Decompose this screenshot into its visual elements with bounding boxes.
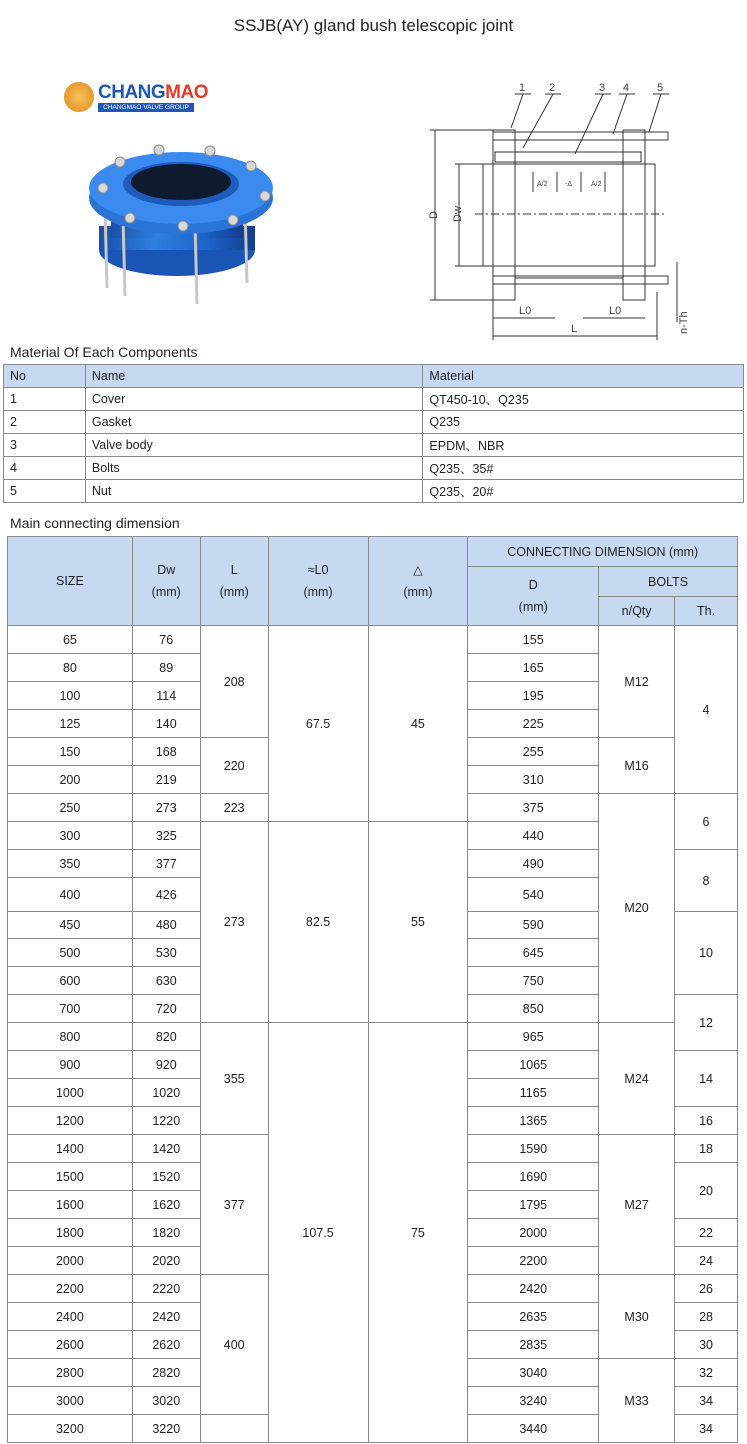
cell-size: 2200 [8,1275,133,1303]
cell-d: 3040 [468,1359,599,1387]
cell-size: 3200 [8,1415,133,1443]
cell-d: 850 [468,995,599,1023]
col-header-name: Name [85,365,423,388]
logo-subtitle: CHANGMAO VALVE GROUP [98,103,194,112]
cell-d: 3240 [468,1387,599,1415]
product-photo [75,138,300,308]
cell-no: 4 [4,457,86,480]
cell-size: 1600 [8,1191,133,1219]
cell-dw: 1220 [132,1107,200,1135]
cell-dw: 3220 [132,1415,200,1443]
cell-th: 26 [675,1275,738,1303]
cell-l0: 107.5 [268,1023,368,1443]
cell-size: 500 [8,939,133,967]
cell-bolt: M20 [599,794,675,1023]
cell-bolt: M24 [599,1023,675,1135]
cell-no: 2 [4,411,86,434]
cell-dw: 1820 [132,1219,200,1247]
cell-th: 34 [675,1415,738,1443]
cell-d: 645 [468,939,599,967]
cell-dw: 3020 [132,1387,200,1415]
cell-size: 2800 [8,1359,133,1387]
cell-name: Nut [85,480,423,503]
cell-bolt: M12 [599,626,675,738]
cell-size: 450 [8,912,133,939]
svg-text:Dw: Dw [452,206,464,222]
cell-th: 34 [675,1387,738,1415]
cell-no: 1 [4,388,86,411]
cell-th: 14 [675,1051,738,1107]
dimension-row [8,1023,738,1051]
cell-bolt: M30 [599,1275,675,1359]
cell-dw: 377 [132,850,200,878]
cell-th: 22 [675,1219,738,1247]
cell-d: 2635 [468,1303,599,1331]
svg-text:5: 5 [657,82,664,94]
cell-th: 8 [675,850,738,912]
material-header-row [4,365,744,388]
svg-text:2: 2 [549,82,556,94]
cell-l: 355 [200,1023,268,1135]
cell-th: 32 [675,1359,738,1387]
company-logo [64,82,208,116]
cell-no: 5 [4,480,86,503]
cell-d: 2420 [468,1275,599,1303]
col-header-no: No [4,365,86,388]
cell-material: EPDM、NBR [423,434,744,457]
cell-size: 125 [8,710,133,738]
col-header-dw: Dw (mm) [132,537,200,626]
cell-l: 220 [200,738,268,794]
cell-d: 375 [468,794,599,822]
cell-th: 18 [675,1135,738,1163]
cell-l: 208 [200,626,268,738]
cell-d: 1065 [468,1051,599,1079]
cell-dw: 2820 [132,1359,200,1387]
material-row [4,457,744,480]
cell-dw: 1020 [132,1079,200,1107]
cell-l: 223 [200,794,268,822]
cell-material: Q235、20# [423,480,744,503]
cell-d: 1165 [468,1079,599,1107]
cell-d: 155 [468,626,599,654]
col-header-th: Th. [675,597,738,626]
cell-delta: 75 [368,1023,468,1443]
svg-text:4: 4 [623,82,630,94]
cell-dw: 720 [132,995,200,1023]
cell-d: 490 [468,850,599,878]
cell-d: 1690 [468,1163,599,1191]
cell-d: 165 [468,654,599,682]
cell-th: 30 [675,1331,738,1359]
cell-d: 590 [468,912,599,939]
cell-dw: 1620 [132,1191,200,1219]
svg-text:L0: L0 [609,305,622,317]
cell-material: QT450-10、Q235 [423,388,744,411]
cell-dw: 273 [132,794,200,822]
cell-size: 200 [8,766,133,794]
cell-size: 1400 [8,1135,133,1163]
logo-wordmark: CHANGMAO [98,82,208,103]
material-row [4,388,744,411]
svg-text:1: 1 [519,82,526,94]
cell-name: Valve body [85,434,423,457]
material-row [4,434,744,457]
cell-name: Cover [85,388,423,411]
col-header-delta: △ (mm) [368,537,468,626]
cell-l: 400 [200,1275,268,1415]
svg-text:3: 3 [599,82,606,94]
col-header-d: D (mm) [468,567,599,626]
svg-text:A/2: A/2 [591,181,602,188]
cell-th: 24 [675,1247,738,1275]
col-header-connecting: CONNECTING DIMENSION (mm) [468,537,738,567]
svg-text:L0: L0 [519,305,532,317]
cell-dw: 820 [132,1023,200,1051]
cell-d: 3440 [468,1415,599,1443]
cell-size: 100 [8,682,133,710]
dimension-table [7,536,738,1443]
cell-l: 273 [200,822,268,1023]
cell-bolt: M27 [599,1135,675,1275]
cell-material: Q235、35# [423,457,744,480]
cell-size: 3000 [8,1387,133,1415]
cell-d: 750 [468,967,599,995]
cell-no: 3 [4,434,86,457]
dimension-row [8,626,738,654]
cell-l: 377 [200,1135,268,1275]
material-row [4,411,744,434]
cell-d: 310 [468,766,599,794]
technical-drawing [415,82,715,342]
svg-text:L: L [571,323,578,335]
cell-delta: 55 [368,822,468,1023]
dimension-heading: Main connecting dimension [10,515,180,531]
cell-d: 2200 [468,1247,599,1275]
material-table [3,364,744,503]
cell-size: 80 [8,654,133,682]
cell-size: 2600 [8,1331,133,1359]
col-header-nqty: n/Qty [599,597,675,626]
cell-dw: 530 [132,939,200,967]
cell-th: 16 [675,1107,738,1135]
cell-material: Q235 [423,411,744,434]
cell-d: 255 [468,738,599,766]
cell-size: 1500 [8,1163,133,1191]
cell-th: 10 [675,912,738,995]
cell-l0: 82.5 [268,822,368,1023]
cell-name: Gasket [85,411,423,434]
cell-l [200,1415,268,1443]
cell-d: 1795 [468,1191,599,1219]
cell-th: 28 [675,1303,738,1331]
cell-dw: 426 [132,878,200,912]
cell-dw: 140 [132,710,200,738]
col-header-bolts: BOLTS [599,567,738,597]
cell-dw: 89 [132,654,200,682]
svg-text:n-Th: n-Th [678,311,690,334]
cell-dw: 1420 [132,1135,200,1163]
cell-size: 2000 [8,1247,133,1275]
col-header-l: L (mm) [200,537,268,626]
cell-d: 2000 [468,1219,599,1247]
cell-dw: 76 [132,626,200,654]
cell-dw: 2620 [132,1331,200,1359]
logo-badge-icon [64,82,94,112]
svg-text:D: D [428,211,440,219]
cell-size: 1800 [8,1219,133,1247]
cell-th: 4 [675,626,738,794]
cell-name: Bolts [85,457,423,480]
cell-th: 6 [675,794,738,850]
svg-text:A/2: A/2 [537,181,548,188]
col-header-size: SIZE [8,537,133,626]
cell-d: 540 [468,878,599,912]
cell-size: 350 [8,850,133,878]
cell-dw: 2420 [132,1303,200,1331]
cell-size: 900 [8,1051,133,1079]
cell-d: 1590 [468,1135,599,1163]
cell-dw: 114 [132,682,200,710]
cell-size: 700 [8,995,133,1023]
cell-size: 1000 [8,1079,133,1107]
cell-dw: 1520 [132,1163,200,1191]
material-heading: Material Of Each Components [10,344,198,360]
cell-dw: 2220 [132,1275,200,1303]
cell-size: 2400 [8,1303,133,1331]
cell-dw: 2020 [132,1247,200,1275]
cell-size: 300 [8,822,133,850]
cell-l0: 67.5 [268,626,368,822]
cell-size: 400 [8,878,133,912]
material-row [4,480,744,503]
cell-size: 150 [8,738,133,766]
cell-delta: 45 [368,626,468,822]
cell-bolt: M16 [599,738,675,794]
cell-bolt: M33 [599,1359,675,1443]
col-header-material: Material [423,365,744,388]
cell-d: 965 [468,1023,599,1051]
cell-size: 1200 [8,1107,133,1135]
cell-d: 2835 [468,1331,599,1359]
cell-d: 440 [468,822,599,850]
cell-th: 20 [675,1163,738,1219]
cell-size: 800 [8,1023,133,1051]
cell-size: 250 [8,794,133,822]
cell-dw: 219 [132,766,200,794]
cell-size: 65 [8,626,133,654]
cell-dw: 630 [132,967,200,995]
cell-dw: 325 [132,822,200,850]
cell-dw: 480 [132,912,200,939]
cell-size: 600 [8,967,133,995]
svg-text:-Δ: -Δ [565,181,573,188]
cell-dw: 920 [132,1051,200,1079]
cell-d: 1365 [468,1107,599,1135]
col-header-l0: ≈L0 (mm) [268,537,368,626]
cell-th: 12 [675,995,738,1051]
cell-d: 225 [468,710,599,738]
cell-d: 195 [468,682,599,710]
cell-dw: 168 [132,738,200,766]
page-title: SSJB(AY) gland bush telescopic joint [233,16,514,35]
